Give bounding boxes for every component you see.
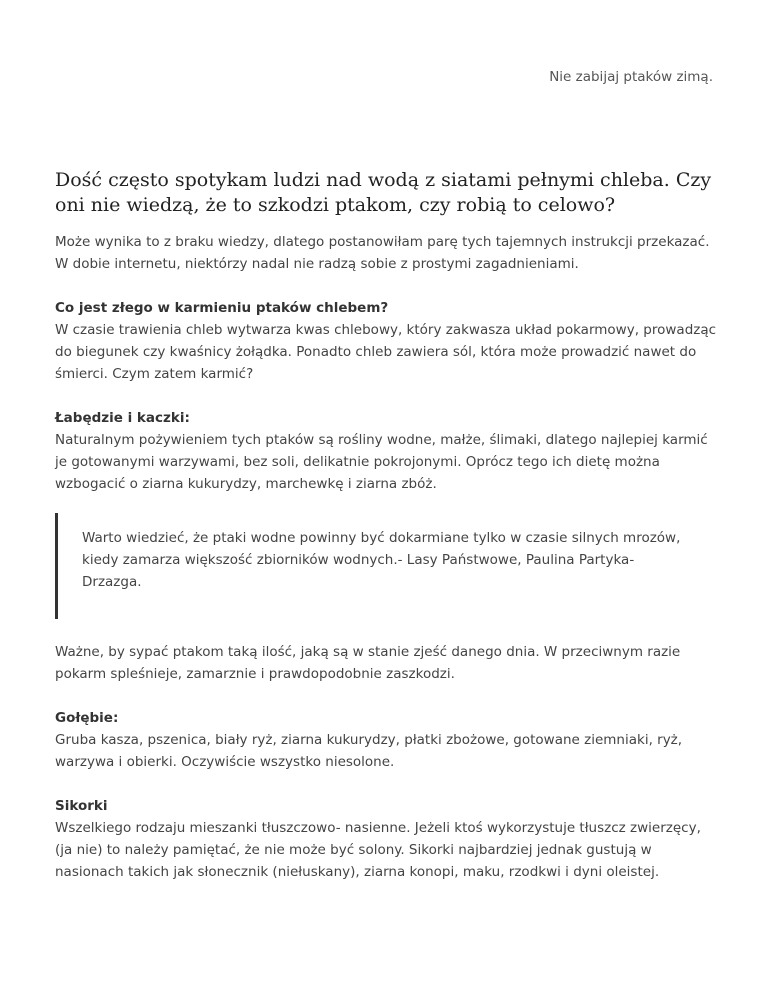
section-heading: Łabędzie i kaczki: xyxy=(55,410,190,426)
section-heading: Gołębie: xyxy=(55,710,119,726)
section-swans-ducks xyxy=(55,407,720,495)
after-quote-paragraph: Ważne, by sypać ptakom taką ilość, jaką są w stanie zjeść danego dnia. W przeciwnym razie pokarm spleśnieje, zamarznie i prawdopodobnie zaszkodzi. xyxy=(55,644,681,682)
section-bread xyxy=(55,297,720,385)
section-text: W czasie trawienia chleb wytwarza kwas chlebowy, który zakwasza układ pokarmowy, prowadząc do biegunek czy kwaśnicy żołądka. Ponadto chleb zawiera sól, która może prowadzić nawet do śmierci. Czym zatem karmić? xyxy=(55,322,717,382)
article-title: Dość często spotykam ludzi nad wodą z siatami pełnymi chleba. Czy oni nie wiedzą, że to szkodzi ptakom, czy robią to celowo? xyxy=(55,169,712,216)
quote-text: Warto wiedzieć, że ptaki wodne powinny być dokarmiane tylko w czasie silnych mrozów, kiedy zamarza większość zbiorników wodnych.- Lasy Państwowe, Paulina Partyka- Drzazga. xyxy=(82,530,681,590)
section-pigeons xyxy=(55,707,720,773)
article-body xyxy=(55,231,720,883)
section-tits xyxy=(55,795,720,883)
header-note: Nie zabijaj ptaków zimą. xyxy=(549,69,713,85)
section-text: Wszelkiego rodzaju mieszanki tłuszczowo- nasienne. Jeżeli ktoś wykorzystuje tłuszcz zwierzęcy, (ja nie) to należy pamiętać, że nie może być solony. Sikorki najbardziej jednak gustują w nasionach takich jak słonecznik (niełuskany), ziarna konopi, maku, rzodkwi i dyni oleistej. xyxy=(55,820,701,880)
blockquote xyxy=(55,513,682,619)
section-heading: Co jest złego w karmieniu ptaków chlebem? xyxy=(55,300,389,316)
section-text: Naturalnym pożywieniem tych ptaków są rośliny wodne, małże, ślimaki, dlatego najlepiej karmić je gotowanymi warzywami, bez soli, delikatnie pokrojonymi. Oprócz tego ich dietę można wzbogacić o ziarna kukurydzy, marchewkę i ziarna zbóż. xyxy=(55,432,708,492)
section-text: Gruba kasza, pszenica, biały ryż, ziarna kukurydzy, płatki zbożowe, gotowane ziemniaki, ryż, warzywa i obierki. Oczywiście wszystko niesolone. xyxy=(55,732,683,770)
intro-paragraph: Może wynika to z braku wiedzy, dlatego postanowiłam parę tych tajemnych instrukcji przekazać. W dobie internetu, niektórzy nadal nie radzą sobie z prostymi zagadnieniami. xyxy=(55,234,710,272)
section-heading: Sikorki xyxy=(55,798,108,814)
